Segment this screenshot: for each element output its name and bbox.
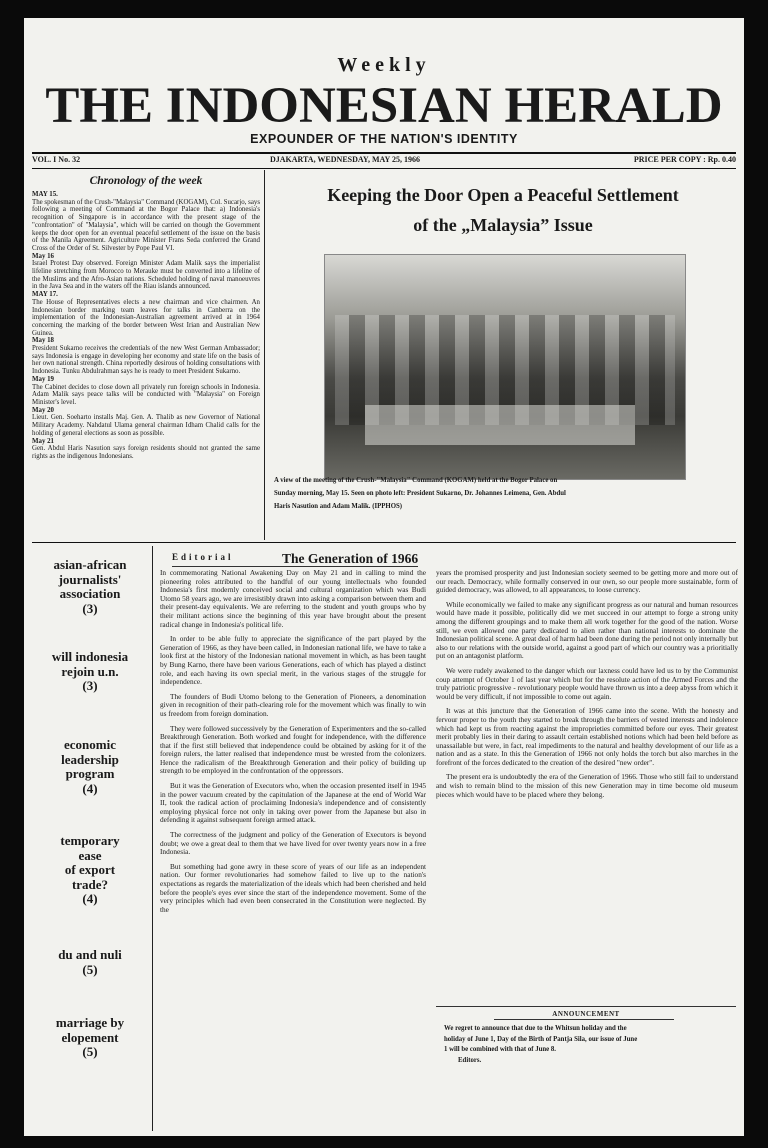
sidebar-line: program: [65, 766, 115, 781]
editorial-headline: The Generation of 1966: [282, 551, 419, 566]
editorial-paragraph: But it was the Generation of Executors who, when the occasion presented itself in 1945 in the power vacuum created by the capitulation of the Japanese at the end of World War II, took the radical action of proclaiming Indonesia's independence and of consistently employing physical force not only in taking over power from the Japanese but also in defending it against subsequent foreign armed attack.: [160, 781, 426, 825]
lead-headline: [268, 180, 738, 240]
editorial-paragraph: The founders of Budi Utomo belong to the Generation of Pioneers, a denomination given in recognition of their path-clearing role for the movement which was finally to win us freedom from foreign domination.: [160, 691, 426, 718]
sidebar-line: association: [59, 586, 121, 601]
dateline-rule: [32, 168, 736, 169]
sidebar-line: journalists': [58, 571, 122, 587]
issue-date: DJAKARTA, WEDNESDAY, MAY 25, 1966: [270, 155, 421, 164]
editorial-paragraph: In commemorating National Awakening Day on May 21 and in calling to mind the pioneering roles attributed to the handful of our young intellectuals who founded Indonesia's first modernly conceived social and cultural organization which was Budi Utomo 58 years ago, we are irresistibly drawn into asking a comparison between them and their present-day equivalents. We are referring to the student and youth groups who by their militant actions since the beginning of this year have brought about the present radical change in Indonesia's political life.: [160, 569, 426, 629]
sidebar-line: marriage by: [55, 1015, 125, 1030]
entry-text: President Sukarno receives the credentials of the new West German Ambassador; says Indonesia is engage in developing her economy and state life on the basis of her own national strength. China reportedly desirous of holding consultations with Indonesia. Tunku Abdulrahman says he is ready to meet President Sukarno.: [32, 345, 260, 376]
chronology-entry: [32, 337, 260, 376]
lead-headline-line2: of the „Malaysia” Issue: [413, 215, 593, 235]
entry-date: May 18: [32, 337, 55, 345]
sidebar-line: economic: [64, 737, 116, 752]
contents-sidebar: [32, 546, 148, 1131]
sidebar-page: (4): [82, 891, 98, 906]
sidebar-page: (5): [82, 961, 98, 977]
announcement-body: [444, 1024, 734, 1066]
editorial-paragraph: They were followed successively by the Generation of Experimenters and the so-called Breakthrough Generation. Both worked and fought for independence, with the difference that if the first still believed that independence could be obtained by asking for it of the foreign rulers, the latter realised that independence must be wrested from the colonizers. Hence the radicalism of the Breakthrough Generation and their policy of building up strength to be employed in the confrontation of the oppressors.: [160, 723, 426, 776]
editorial-paragraph: But something had gone awry in these score of years of our life as an independent nation. Our former revolutionaries had somehow failed to live up to the nation's expectations as regards the materialization of the ideals which had been cherished and held before the people's eyes ever since the start of the independence movement. Some of the very principles which had even been consecrated in the Constitution were neglected. By the: [160, 861, 426, 914]
sidebar-page: (3): [82, 600, 98, 616]
announcement-signoff: Editors.: [458, 1056, 482, 1064]
caption-line: A view of the meeting of the Crush-"Malaysia" Command (KOGAM) held at the Bogor Palace on: [274, 477, 558, 484]
chronology-entry: [32, 291, 260, 337]
sidebar-divider: [152, 546, 153, 1131]
chronology-entry: [32, 253, 260, 292]
announcement-line: 1 will be combined with that of June 8.: [444, 1046, 556, 1053]
entry-text: The Cabinet decides to close down all privately run foreign schools in Indonesia. Adam Malik says peace talks will be conducted with "Malaysia" on Foreign Minister's level.: [32, 383, 260, 406]
sidebar-line: will indonesia: [51, 649, 129, 664]
lead-headline-line1: Keeping the Door Open a Peaceful Settlement: [327, 185, 679, 205]
entry-date: May 19: [32, 375, 55, 383]
sidebar-line: du and nuli: [58, 947, 122, 962]
meeting-photo: [324, 254, 686, 480]
dateline-bar: [32, 155, 736, 167]
sidebar-item-du-nuli[interactable]: [32, 948, 148, 977]
entry-text: Lieut. Gen. Soeharto installs Maj. Gen. A. Thalib as new Governor of National Military Academy. Nahdatul Ulama general chairman Idham Chalid calls for the holding of general elections as soon as possible.: [32, 414, 260, 437]
announcement-line: holiday of June 1, Day of the Birth of Pantja Sila, our issue of June: [444, 1035, 638, 1043]
sidebar-item-economic-leadership[interactable]: [32, 738, 148, 796]
editorial-paragraph: years the promised prosperity and just Indonesian society seemed to be getting more and more out of our reach. Democracy, while formally conserved in our own, so our people more sustainable, form of guided democracy, was allowed, to all appearances, to loose currency.: [436, 569, 738, 595]
entry-text: Israel Protest Day observed. Foreign Minister Adam Malik says the imperialist lifeline stretching from Morocco to Merauke must be converted into a lifeline of the Muslims and the Afro-Asian nations. Scheduled holding of naval manoeuvres in the Java Sea and in the waters off the Riau islands announced.: [32, 260, 260, 291]
editorial-paragraph: We were rudely awakened to the danger which our laxness could have led us to by the Communist coup attempt of October 1 of last year which but for the resolute action of the Armed Forces and the truly patriotic progressive - revolutionary people would have thrown us into a deep abyss from which it would be very difficult, if not impossible to come out again.: [436, 665, 738, 701]
sidebar-line: rejoin u.n.: [61, 663, 119, 679]
sidebar-item-journalists[interactable]: [32, 558, 148, 616]
chronology-entry: [32, 191, 260, 253]
entry-date: MAY 15.: [32, 191, 58, 198]
sidebar-item-rejoin-un[interactable]: [32, 650, 148, 694]
sidebar-line: leadership: [61, 751, 119, 767]
editorial-paragraph: While economically we failed to make any significant progress as our natural and human resources would have made it possible, politically did we met succeed in our attempt to forge a strong unity among the different groupings and to make them all work together for the good of the nation. Worse still, we even allowed one party dedicated to alien rather than national interests to dominate the Indonesian political scene. A great deal of harm had been done during the period not only internally but also to our relations with the outside world, against a good part of which our country was a prioritially put on an antagonist platform.: [436, 599, 738, 661]
weekly-label: Weekly: [337, 54, 431, 76]
chronology-body: [32, 191, 260, 461]
chronology-entry: [32, 438, 260, 461]
entry-date: May 16: [32, 252, 55, 260]
chronology-title: Chronology of the week: [89, 175, 203, 187]
sidebar-page: (4): [82, 780, 98, 796]
entry-date: MAY 17.: [32, 291, 58, 299]
entry-date: May 21: [32, 437, 55, 445]
sidebar-item-elopement[interactable]: [32, 1016, 148, 1060]
editorial-paragraph: It was at this juncture that the Generation of 1966 came into the scene. With the honesty and fervour proper to the youth they started to break through the barriers of vested interests and indolence which had kept us from reacting against the improprieties committed before our eyes. Their greatest merit probably lies in their daring to assault certain established notions which had been held before as unassailable but were, in fact, real impediments to the natural and healthy development of our life as a nation and as a state. In this the Generation of 1966 not only holds the torch but also marches in the forefront of the forces dedicated to the creation of the desired "new order".: [436, 706, 738, 767]
announcement-rule: [436, 1006, 736, 1007]
chronology-entry: [32, 376, 260, 407]
newspaper-title: THE INDONESIAN HERALD: [45, 78, 723, 134]
entry-text: Gen. Abdul Haris Nasution says foreign residents should not granted the same rights as the indigenous Indonesians.: [32, 445, 260, 460]
photo-table: [365, 405, 635, 445]
chronology-entry: [32, 407, 260, 438]
photo-caption: [274, 474, 736, 513]
sidebar-line: of export: [64, 862, 116, 877]
announcement-underline: [494, 1019, 674, 1020]
sidebar-line: asian-african: [53, 557, 127, 572]
price: PRICE PER COPY : Rp. 0.40: [633, 155, 736, 164]
editorial-label: Editorial: [172, 552, 234, 562]
tagline: EXPOUNDER OF THE NATION'S IDENTITY: [250, 132, 518, 146]
newspaper-page: [24, 18, 744, 1136]
column-divider: [264, 170, 265, 540]
announcement-line: We regret to announce that due to the Whitsun holiday and the: [444, 1025, 627, 1032]
sidebar-item-export-trade[interactable]: [32, 834, 148, 907]
editorial-paragraph: The present era is undoubtedly the era of the Generation of 1966. Those who still fail to understand and wish to remain blind to the mission of this new Generation may in time become old museum pieces which would have to be placed where they belong.: [436, 772, 738, 799]
chronology-column: [32, 170, 260, 542]
caption-line: Haris Nasution and Adam Malik. (IPPHOS): [274, 503, 403, 510]
editorial-paragraph: The correctness of the judgment and policy of the Generation of Executors is beyond doubt; we owe a great deal to them that we have lived for over twenty years now in a free Indonesia.: [160, 830, 426, 857]
sidebar-line: elopement: [61, 1029, 119, 1045]
volume-number: VOL. I No. 32: [32, 155, 81, 164]
sidebar-line: trade?: [71, 876, 109, 892]
editorial-paragraph: In order to be able fully to appreciate the significance of the part played by the Generation of 1966, as they have been called, in Indonesian national life, we have to take a look first at the history of the Indonesian national movement in which, as has been taught by Bung Karno, there have been various Generations, each of which has played a distinct role, and each having its own special merit, in the various stages of the struggle for independence.: [160, 634, 426, 687]
entry-text: The House of Representatives elects a new chairman and vice chairmen. An Indonesian border marking team leaves for talks in Canberra on the implementation of the Indonesian-Australian agreement arrived at in 1964 concerning the marking of the border between West Irian and Australian New Guinea.: [32, 298, 260, 337]
entry-date: May 20: [32, 406, 55, 414]
announcement-title: ANNOUNCEMENT: [552, 1010, 620, 1018]
sidebar-line: temporary: [60, 833, 120, 848]
editorial-column-right: [436, 569, 738, 1009]
sidebar-page: (3): [82, 678, 98, 693]
entry-text: The spokesman of the Crush-"Malaysia" Command (KOGAM), Col. Sucarjo, says following a meeting of Command at the Bogor Palace that: a) Indonesia's recognition of Singapore is in accordance with the present stage of the "confrontation" of "Malaysia", which will be carried on though the Government keeps the door open for an eventual peaceful settlement of the issue on the basis of the Manila Agreement. Agriculture Minister Frans Seda conferred the Grand Cross of the Order of St. Silvester by Pope Paul VI.: [32, 198, 260, 252]
caption-line: Sunday morning, May 15. Seen on photo left: President Sukarno, Dr. Johannes Leimena, Gen. Abdul: [274, 490, 566, 497]
sidebar-line: ease: [78, 847, 102, 863]
sidebar-page: (5): [82, 1044, 98, 1059]
masthead-rule: [32, 152, 736, 154]
section-rule: [32, 542, 736, 543]
editorial-column-left: [160, 569, 426, 1127]
